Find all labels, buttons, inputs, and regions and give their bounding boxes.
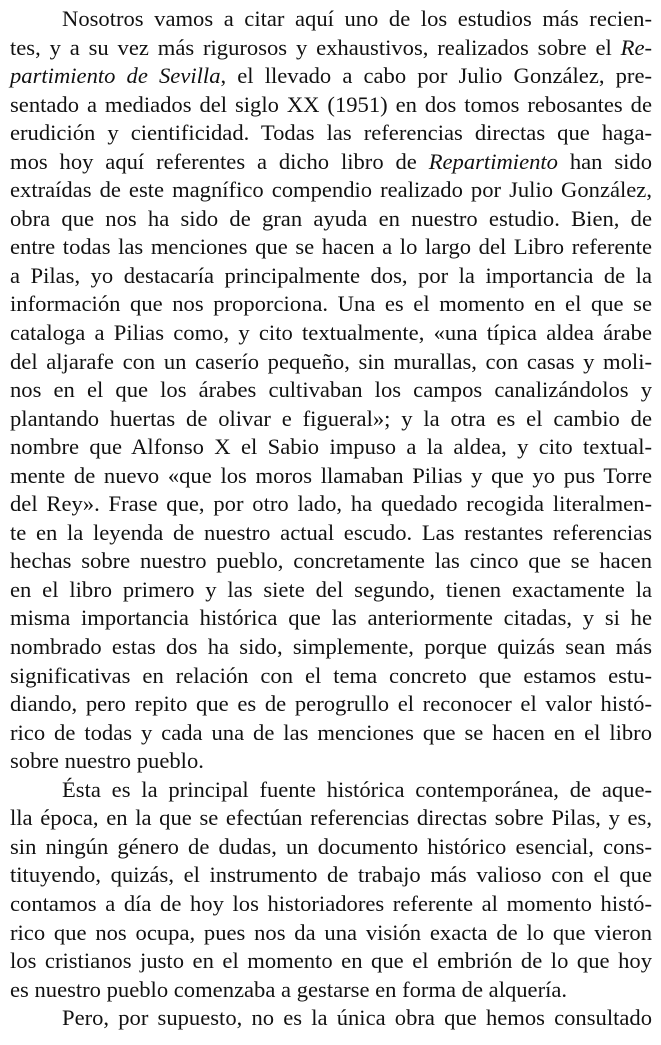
- text-line: [10, 947, 652, 976]
- text-segment: información que nos proporciona. Una es el momento en el que se: [10, 291, 652, 317]
- italic-text: Repartimiento: [428, 148, 558, 174]
- text-line: [10, 119, 652, 148]
- text-line: [10, 490, 652, 519]
- text-line: [10, 405, 652, 434]
- text-segment: nombre que Alfonso X el Sabio impuso a la aldea, y cito textual-: [10, 434, 652, 460]
- text-segment: tituyendo, quizás, el instrumento de trabajo más valioso con el que: [10, 862, 652, 888]
- text-line: [10, 462, 652, 491]
- text-segment: nombrado estas dos ha sido, simplemente, porque quizás sean más: [10, 634, 652, 660]
- text-segment: misma importancia histórica que las anteriormente citadas, y si he: [10, 605, 652, 631]
- text-line: [10, 519, 652, 548]
- text-line: [10, 547, 652, 576]
- text-segment: mente de nuevo «que los moros llamaban Pilias y que yo pus Torre: [10, 462, 652, 488]
- text-line: [10, 861, 652, 890]
- paragraph: [10, 1004, 652, 1033]
- text-line: [10, 604, 652, 633]
- text-line: [10, 1004, 652, 1033]
- text-segment: Pero, por supuesto, no es la única obra que hemos consultado: [62, 1005, 652, 1031]
- text-segment: sin ningún género de dudas, un documento histórico esencial, cons-: [10, 833, 652, 859]
- text-line: [10, 747, 652, 776]
- text-line: [10, 5, 652, 34]
- text-line: [10, 804, 652, 833]
- text-segment: rico de todas y cada una de las menciones que se hacen en el libro: [10, 719, 652, 745]
- text-segment: significativas en relación con el tema concreto que estamos estu-: [10, 662, 652, 688]
- text-line: [10, 62, 652, 91]
- text-line: [10, 290, 652, 319]
- text-segment: te en la leyenda de nuestro actual escudo. Las restantes referencias: [10, 519, 652, 545]
- text-line: [10, 433, 652, 462]
- text-segment: plantando huertas de olivar e figueral»; y la otra es el cambio de: [10, 405, 652, 431]
- text-segment: a Pilas, yo destacaría principalmente dos, por la importancia de la: [10, 262, 652, 288]
- text-segment: los cristianos justo en el momento en que el embrión de lo que hoy: [10, 948, 652, 974]
- text-line: [10, 919, 652, 948]
- text-line: [10, 633, 652, 662]
- text-line: [10, 34, 652, 63]
- text-line: [10, 205, 652, 234]
- text-segment: sentado a mediados del siglo XX (1951) en dos tomos rebosantes de: [10, 91, 652, 117]
- text-line: [10, 890, 652, 919]
- text-line: [10, 176, 652, 205]
- text-line: [10, 348, 652, 377]
- text-segment: Ésta es la principal fuente histórica contemporánea, de aque-: [62, 776, 652, 802]
- text-segment: han sido: [557, 148, 652, 174]
- text-segment: en el libro primero y las siete del segundo, tienen exactamente la: [10, 576, 652, 602]
- paragraph: [10, 776, 652, 1004]
- text-segment: entre todas las menciones que se hacen a lo largo del Libro referente: [10, 234, 652, 260]
- text-segment: , el llevado a cabo por Julio González, pre-: [220, 63, 653, 89]
- text-segment: obra que nos ha sido de gran ayuda en nuestro estudio. Bien, de: [10, 205, 652, 231]
- text-segment: del Rey». Frase que, por otro lado, ha quedado recogida literalmen-: [10, 491, 652, 517]
- text-segment: diando, pero repito que es de perogrullo el reconocer el valor histó-: [10, 691, 652, 717]
- text-segment: extraídas de este magnífico compendio realizado por Julio González,: [10, 177, 652, 203]
- text-line: [10, 91, 652, 120]
- text-segment: del aljarafe con un caserío pequeño, sin murallas, con casas y moli-: [10, 348, 652, 374]
- text-line: [10, 719, 652, 748]
- text-line: [10, 833, 652, 862]
- text-line: [10, 148, 652, 177]
- italic-text: partimiento de Sevilla: [10, 63, 221, 89]
- text-segment: cataloga a Pilias como, y cito textualmente, «una típica aldea árabe: [10, 320, 652, 346]
- text-line: [10, 776, 652, 805]
- text-line: [10, 319, 652, 348]
- text-segment: mos hoy aquí referentes a dicho libro de: [10, 148, 429, 174]
- text-segment: tes, y a su vez más rigurosos y exhaustivos, realizados sobre el: [10, 34, 621, 60]
- text-segment: hechas sobre nuestro pueblo, concretamente las cinco que se hacen: [10, 548, 652, 574]
- text-segment: rico que nos ocupa, pues nos da una visión exacta de lo que vieron: [10, 919, 652, 945]
- text-segment: nos en el que los árabes cultivaban los campos canalizándolos y: [10, 377, 652, 403]
- text-line: [10, 690, 652, 719]
- text-segment: Nosotros vamos a citar aquí uno de los estudios más recien-: [62, 6, 652, 31]
- text-segment: erudición y cientificidad. Todas las referencias directas que haga-: [10, 120, 652, 146]
- document-page: [10, 5, 652, 1033]
- text-line: [10, 376, 652, 405]
- paragraph: [10, 5, 652, 776]
- text-line: [10, 576, 652, 605]
- text-line: [10, 662, 652, 691]
- text-line: [10, 262, 652, 291]
- italic-text: Re-: [620, 34, 652, 60]
- text-segment: es nuestro pueblo comenzaba a gestarse en forma de alquería.: [10, 976, 568, 1002]
- text-segment: sobre nuestro pueblo.: [10, 748, 204, 774]
- text-line: [10, 233, 652, 262]
- text-line: [10, 976, 652, 1005]
- text-segment: contamos a día de hoy los historiadores referente al momento histó-: [10, 890, 652, 916]
- text-segment: lla época, en la que se efectúan referencias directas sobre Pilas, y es,: [10, 805, 652, 831]
